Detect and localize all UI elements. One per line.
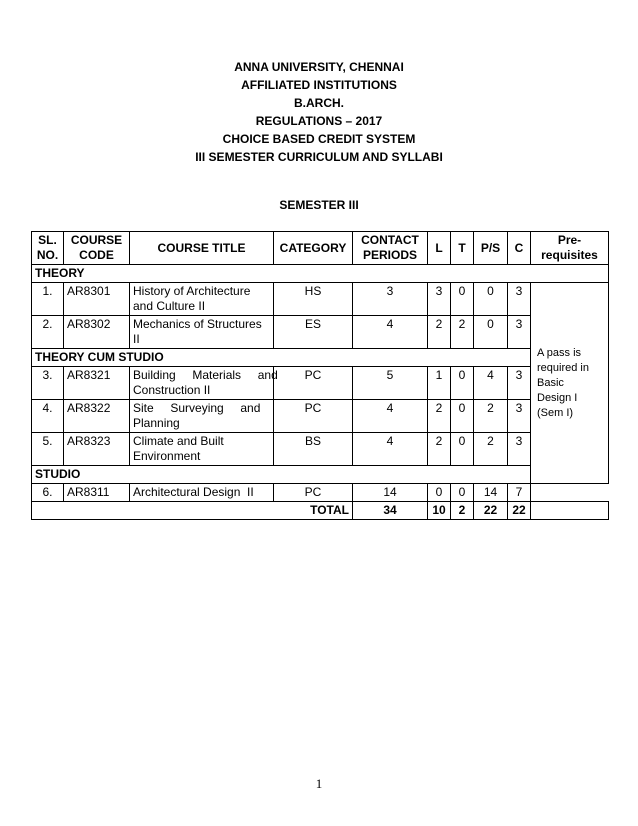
section-row — [32, 466, 609, 484]
cell-sl: 1. — [32, 283, 64, 316]
col-t: T — [451, 232, 474, 265]
cell-l: 3 — [428, 283, 451, 316]
cell-c: 3 — [508, 367, 531, 400]
cell-sl: 4. — [32, 400, 64, 433]
semester-heading: SEMESTER III — [279, 198, 359, 212]
cell-title: Building Materials and Construction II — [130, 367, 274, 400]
cell-contact: 4 — [353, 400, 428, 433]
section-row — [32, 349, 609, 367]
cell-t: 0 — [451, 433, 474, 466]
curriculum-title: III SEMESTER CURRICULUM AND SYLLABI — [195, 150, 443, 164]
table-row — [32, 316, 609, 349]
cell-t: 0 — [451, 484, 474, 502]
col-contact-periods: CONTACT PERIODS — [353, 232, 428, 265]
cell-code: AR8301 — [64, 283, 130, 316]
col-l: L — [428, 232, 451, 265]
cell-l: 1 — [428, 367, 451, 400]
cell-l: 2 — [428, 400, 451, 433]
col-course-code: COURSE CODE — [64, 232, 130, 265]
total-c: 22 — [508, 502, 531, 520]
cell-c: 3 — [508, 283, 531, 316]
cell-ps: 2 — [474, 433, 508, 466]
cell-category: PC — [274, 367, 353, 400]
cell-ps: 4 — [474, 367, 508, 400]
total-l: 10 — [428, 502, 451, 520]
cell-c: 3 — [508, 433, 531, 466]
cell-sl: 3. — [32, 367, 64, 400]
col-ps: P/S — [474, 232, 508, 265]
university-name: ANNA UNIVERSITY, CHENNAI — [234, 60, 404, 74]
total-contact: 34 — [353, 502, 428, 520]
cell-l: 0 — [428, 484, 451, 502]
cell-code: AR8323 — [64, 433, 130, 466]
cell-code: AR8322 — [64, 400, 130, 433]
table-row — [32, 283, 609, 316]
cell-c: 7 — [508, 484, 531, 502]
total-ps: 22 — [474, 502, 508, 520]
cell-l: 2 — [428, 316, 451, 349]
cell-c: 3 — [508, 316, 531, 349]
cell-ps: 0 — [474, 316, 508, 349]
section-studio: STUDIO — [32, 466, 531, 484]
cell-category: BS — [274, 433, 353, 466]
cell-contact: 4 — [353, 433, 428, 466]
degree: B.ARCH. — [294, 96, 344, 110]
table-row — [32, 367, 609, 400]
table-row — [32, 484, 609, 502]
cell-contact: 5 — [353, 367, 428, 400]
table-header-row — [32, 232, 609, 265]
cell-category: PC — [274, 484, 353, 502]
cell-ps: 14 — [474, 484, 508, 502]
cell-title: Architectural Design II — [130, 484, 274, 502]
col-sl-no: SL. NO. — [32, 232, 64, 265]
cell-c: 3 — [508, 400, 531, 433]
col-prerequisites: Pre- requisites — [531, 232, 609, 265]
cell-category: HS — [274, 283, 353, 316]
section-theory-cum-studio: THEORY CUM STUDIO — [32, 349, 531, 367]
total-prereq-empty — [531, 502, 609, 520]
cell-category: PC — [274, 400, 353, 433]
prerequisite-note: A pass is required in Basic Design I (Sem I) — [531, 283, 609, 484]
cell-sl: 6. — [32, 484, 64, 502]
cell-t: 0 — [451, 400, 474, 433]
cell-t: 0 — [451, 283, 474, 316]
cell-contact: 3 — [353, 283, 428, 316]
section-theory: THEORY — [32, 265, 609, 283]
cell-ps: 0 — [474, 283, 508, 316]
document-header — [0, 58, 638, 166]
cell-l: 2 — [428, 433, 451, 466]
cell-title: Site Surveying and Planning — [130, 400, 274, 433]
total-t: 2 — [451, 502, 474, 520]
cell-code: AR8302 — [64, 316, 130, 349]
section-row — [32, 265, 609, 283]
cell-code: AR8321 — [64, 367, 130, 400]
total-label: TOTAL — [32, 502, 353, 520]
cell-title: Climate and Built Environment — [130, 433, 274, 466]
cell-t: 0 — [451, 367, 474, 400]
cell-t: 2 — [451, 316, 474, 349]
cell-sl: 2. — [32, 316, 64, 349]
col-category: CATEGORY — [274, 232, 353, 265]
page-number: 1 — [315, 776, 323, 791]
col-course-title: COURSE TITLE — [130, 232, 274, 265]
curriculum-table — [31, 231, 609, 520]
cell-sl: 5. — [32, 433, 64, 466]
credit-system: CHOICE BASED CREDIT SYSTEM — [222, 132, 416, 146]
cell-ps: 2 — [474, 400, 508, 433]
col-c: C — [508, 232, 531, 265]
regulations: REGULATIONS – 2017 — [255, 114, 383, 128]
institution-type: AFFILIATED INSTITUTIONS — [241, 78, 397, 92]
cell-category: ES — [274, 316, 353, 349]
table-row — [32, 433, 609, 466]
cell-contact: 4 — [353, 316, 428, 349]
cell-code: AR8311 — [64, 484, 130, 502]
cell-title: Mechanics of Structures II — [130, 316, 274, 349]
total-row — [32, 502, 609, 520]
cell-contact: 14 — [353, 484, 428, 502]
table-row — [32, 400, 609, 433]
cell-title: History of Architecture and Culture II — [130, 283, 274, 316]
